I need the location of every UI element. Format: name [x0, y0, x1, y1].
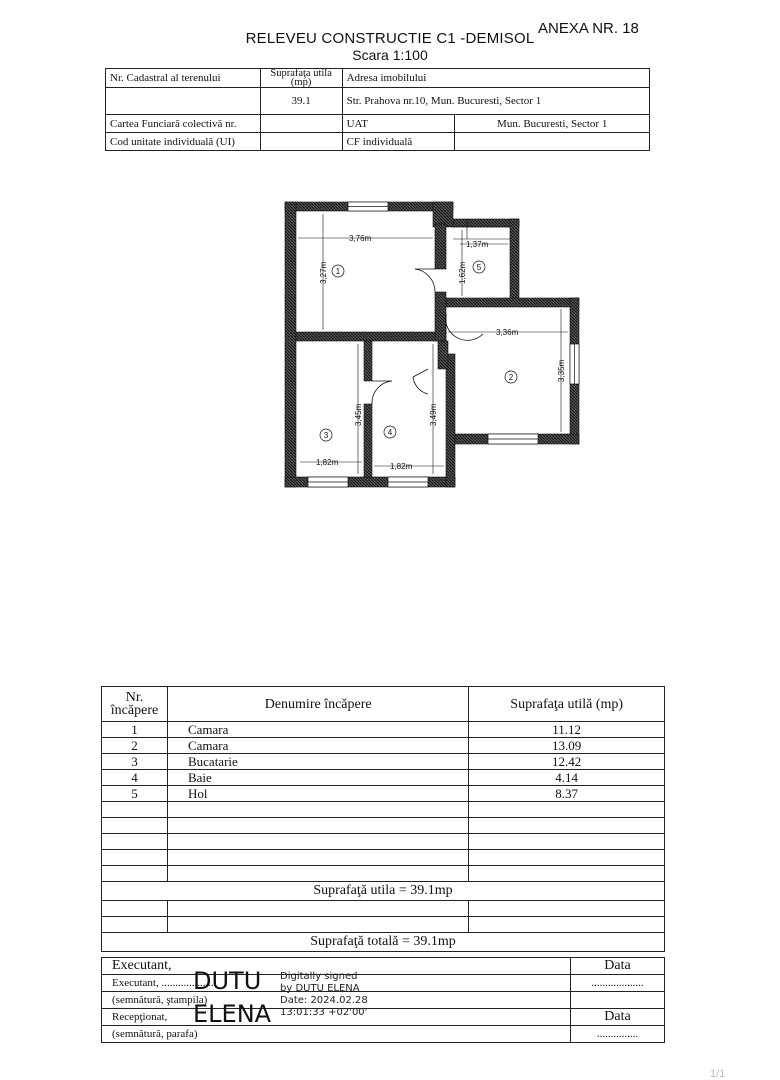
uat-value: Mun. Bucuresti, Sector 1 — [455, 115, 650, 133]
room-4-label: 4 — [387, 428, 393, 437]
annex-number: ANEXA NR. 18 — [538, 20, 639, 37]
wall — [285, 202, 296, 487]
cf-label: CF individuală — [342, 133, 455, 151]
table-row-empty — [102, 802, 665, 818]
table-row-empty — [102, 901, 665, 917]
wall — [453, 219, 519, 227]
table-row: 4 Baie 4.14 — [102, 770, 665, 786]
table-row-empty — [102, 917, 665, 933]
room-2-label: 2 — [508, 373, 514, 382]
digital-signature-name-1: DUTU — [193, 967, 262, 995]
cf-value — [455, 133, 650, 151]
table-row-empty — [102, 834, 665, 850]
dim-room1-height: 3,27m — [319, 261, 328, 284]
room-1-label: 1 — [335, 267, 341, 276]
wall — [296, 332, 446, 341]
dim-room4-width: 1,82m — [390, 462, 413, 471]
signature-stamp-label: (semnătură, ştampila) — [102, 992, 571, 1009]
signature-parafa-label: (semnătură, parafa) — [102, 1026, 571, 1043]
floor-plan — [278, 194, 588, 494]
document-title: RELEVEU CONSTRUCTIE C1 -DEMISOL — [245, 30, 535, 47]
wall — [438, 341, 448, 369]
table-row: 1 Camara 11.12 — [102, 722, 665, 738]
wall — [364, 341, 372, 381]
dim-room5-width: 1,37m — [466, 240, 489, 249]
unit-code-value — [260, 133, 342, 151]
received-label: Recepţionat, — [102, 1009, 571, 1026]
table-row-empty — [102, 818, 665, 834]
dim-room3-height: 3,45m — [354, 403, 363, 426]
unit-code-label: Cod unitate individuală (UI) — [106, 133, 261, 151]
dim-room3-width: 1,82m — [316, 458, 339, 467]
table-row: 2 Camara 13.09 — [102, 738, 665, 754]
date-heading-2: Data — [571, 1009, 665, 1026]
dim-room2-height: 3,35m — [557, 359, 566, 382]
col-room-name: Denumire încăpere — [167, 687, 468, 722]
uat-label: UAT — [342, 115, 455, 133]
room-3-label: 3 — [323, 431, 329, 440]
address-label: Adresa imobilului — [342, 69, 649, 88]
executant-heading: Executant, — [102, 958, 571, 975]
date-dots: ................... — [571, 975, 665, 992]
address-value: Str. Prahova nr.10, Mun. Bucuresti, Sector 1 — [342, 88, 649, 115]
wall — [446, 354, 455, 487]
dim-room2-width: 3,36m — [496, 328, 519, 337]
wall — [433, 202, 453, 227]
wall — [435, 292, 446, 341]
area-value: 39.1 — [260, 88, 342, 115]
executant-line: Executant, ................... — [102, 975, 571, 992]
digital-signature-details: Digitally signed by DUTU ELENA Date: 2024.02.28 13:01:33 +02'00' — [280, 971, 368, 1018]
wall — [510, 219, 519, 299]
dim-room4-height: 3,49m — [429, 403, 438, 426]
land-book-value — [260, 115, 342, 133]
table-row-empty — [102, 850, 665, 866]
table-row: 3 Bucatarie 12.42 — [102, 754, 665, 770]
table-row: 5 Hol 8.37 — [102, 786, 665, 802]
area-label: Suprafaţa utila (mp) — [260, 69, 342, 88]
rooms-table — [101, 686, 665, 952]
page-number: 1/1 — [710, 1068, 726, 1080]
signature-table — [101, 957, 665, 1043]
cadastral-label: Nr. Cadastral al terenului — [106, 69, 261, 88]
scale-label: Scara 1:100 — [352, 47, 428, 63]
wall — [364, 404, 372, 477]
land-book-label: Cartea Funciară colectivă nr. — [106, 115, 261, 133]
col-room-nr: Nr. încăpere — [102, 687, 168, 722]
col-room-area: Suprafaţa utilă (mp) — [469, 687, 665, 722]
cadastral-value — [106, 88, 261, 115]
total-area: Suprafaţă totală = 39.1mp — [102, 933, 665, 952]
table-row-empty — [102, 866, 665, 882]
digital-signature-name-2: ELENA — [193, 1000, 272, 1028]
useful-area-total: Suprafaţă utila = 39.1mp — [102, 882, 665, 901]
dim-room5-height: 1,62m — [458, 261, 467, 284]
date-heading: Data — [571, 958, 665, 975]
dim-room1-width: 3,76m — [349, 234, 372, 243]
room-5-label: 5 — [476, 263, 482, 272]
wall — [435, 224, 446, 269]
received-date-dots: ............... — [571, 1026, 665, 1043]
wall — [446, 298, 579, 307]
property-info-table — [105, 68, 650, 151]
